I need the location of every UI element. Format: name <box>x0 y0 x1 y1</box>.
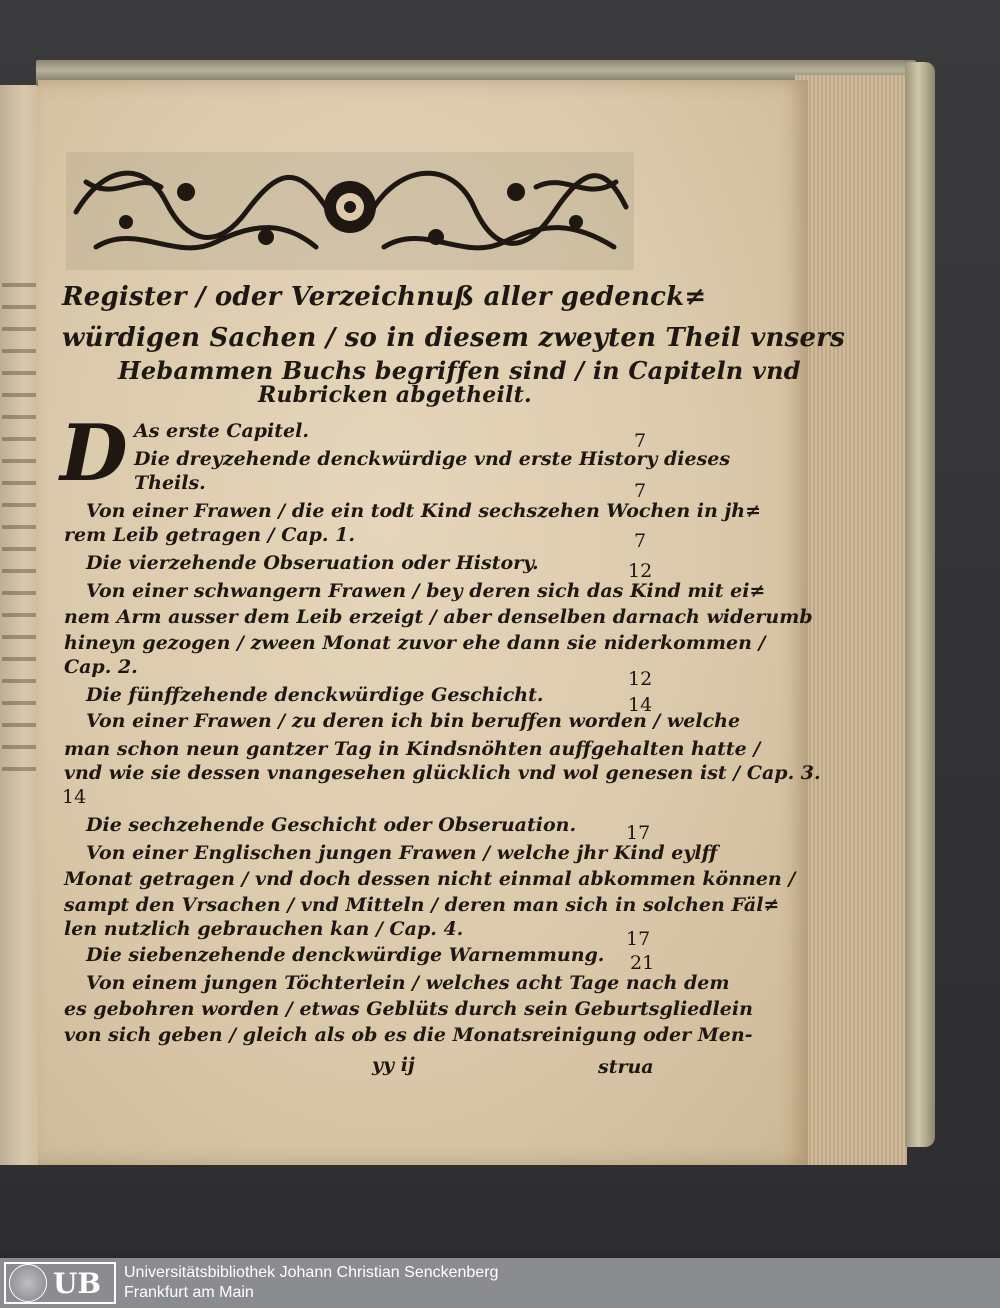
page-number: 12 <box>628 668 653 690</box>
index-entry: Cap. 2. <box>64 656 138 678</box>
book-spine <box>905 62 935 1147</box>
index-entry: sampt den Vrsachen / vnd Mitteln / deren man sich in solchen Fäl≠ <box>64 894 780 916</box>
decorated-initial: D <box>60 408 128 499</box>
library-location: Frankfurt am Main <box>124 1284 254 1301</box>
page-number: 12 <box>628 560 653 582</box>
facing-page-text <box>2 265 36 785</box>
facing-page-edge <box>0 85 40 1165</box>
library-logo <box>4 1262 116 1304</box>
index-entry: von sich geben / gleich als ob es die Monatsreinigung oder Men- <box>64 1024 753 1046</box>
index-entry: Die sechzehende Geschicht oder Obseruation. <box>86 814 577 836</box>
index-entry: Von einer Frawen / die ein todt Kind sechszehen Wochen in jh≠ <box>86 500 762 522</box>
index-entry: nem Arm ausser dem Leib erzeigt / aber denselben darnach widerumb <box>64 606 813 628</box>
index-entry: man schon neun gantzer Tag in Kindsnöhten auffgehalten hatte / <box>64 738 761 760</box>
title-line-3: Hebammen Buchs begriffen sind / in Capiteln vnd <box>118 356 801 385</box>
index-entry: es gebohren worden / etwas Geblüts durch sein Geburtsgliedlein <box>64 998 753 1020</box>
index-entry: len nutzlich gebrauchen kan / Cap. 4. <box>64 918 464 940</box>
signature-mark: yy ij <box>372 1054 415 1076</box>
page-number: 14 <box>62 786 87 808</box>
title-line-1: Register / oder Verzeichnuß aller gedenck≠ <box>62 282 707 312</box>
title-line-2: würdigen Sachen / so in diesem zweyten Theil vnsers <box>62 323 845 353</box>
title-line-4: Rubricken abgetheilt. <box>258 382 532 408</box>
page-number: 17 <box>626 928 651 950</box>
index-entry: Von einer schwangern Frawen / bey deren sich das Kind mit ei≠ <box>86 580 766 602</box>
index-entry: Die dreyzehende denckwürdige vnd erste History dieses <box>134 448 731 470</box>
page-number: 7 <box>634 480 647 502</box>
page-number: 17 <box>626 822 651 844</box>
page-number: 7 <box>634 530 647 552</box>
index-entry: As erste Capitel. <box>134 420 309 442</box>
page-number: 7 <box>634 430 647 452</box>
page-number: 21 <box>630 952 655 974</box>
index-entry: vnd wie sie dessen vnangesehen glücklich vnd wol genesen ist / Cap. 3. <box>64 762 821 784</box>
index-entry: Die fünffzehende denckwürdige Geschicht. <box>86 684 544 706</box>
seal-icon <box>9 1264 47 1302</box>
index-entry: Theils. <box>134 472 206 494</box>
index-entry: Die siebenzehende denckwürdige Warnemmung. <box>86 944 605 966</box>
index-entry: Von einem jungen Töchterlein / welches acht Tage nach dem <box>86 972 730 994</box>
index-entry: rem Leib getragen / Cap. 1. <box>64 524 355 546</box>
index-entry: Von einer Frawen / zu deren ich bin beruffen worden / welche <box>86 710 741 732</box>
index-entry: Von einer Englischen jungen Frawen / welche jhr Kind eylff <box>86 842 718 864</box>
woodcut-ornament-banner <box>66 152 634 270</box>
catchword: strua <box>598 1056 654 1078</box>
library-name: Universitätsbibliothek Johann Christian Senckenberg <box>124 1264 499 1281</box>
index-entry: Die vierzehende Obseruation oder History. <box>86 552 539 574</box>
index-entry: hineyn gezogen / zween Monat zuvor ehe dann sie niderkommen / <box>64 632 766 654</box>
index-entry: Monat getragen / vnd doch dessen nicht einmal abkommen können / <box>64 868 796 890</box>
page-number: 14 <box>628 694 653 716</box>
logo-letters: UB <box>53 1266 102 1300</box>
